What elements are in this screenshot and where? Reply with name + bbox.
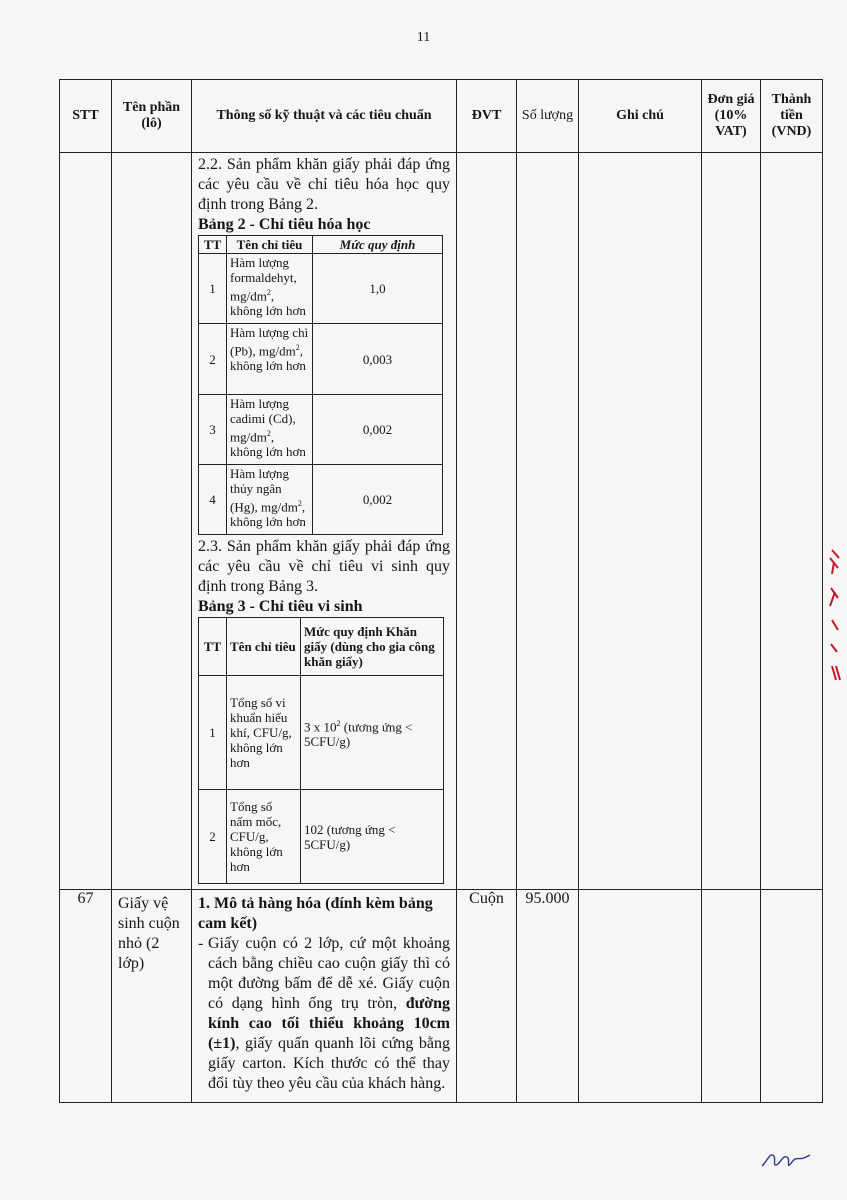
header-don-gia: Đơn giá (10% VAT) [702, 80, 761, 153]
table2-row [199, 324, 443, 395]
table3-tt: 1 [199, 676, 227, 790]
table2-value: 0,002 [313, 465, 443, 535]
header-thong-so: Thông số kỹ thuật và các tiêu chuẩn [192, 80, 457, 153]
table2-row [199, 465, 443, 535]
table2-value: 1,0 [313, 254, 443, 324]
table2-title: Bảng 2 - Chỉ tiêu hóa học [198, 216, 371, 233]
cell-stt: 67 [60, 890, 112, 1103]
table2-name: Hàm lượng cadimi (Cd), $mg/dm^2$, không lớn hơn [227, 395, 313, 465]
page-number: 11 [416, 30, 431, 45]
main-table [59, 79, 823, 1103]
table3-value: 102 (tương ứng < 5CFU/g) [301, 790, 444, 884]
cell-don-gia [702, 153, 761, 890]
table2-tt: 3 [199, 395, 227, 465]
header-dvt: ĐVT [457, 80, 517, 153]
table2-value: 0,002 [313, 395, 443, 465]
cell-ghi-chu [579, 153, 702, 890]
paragraph-2-2: 2.2. Sản phẩm khăn giấy phải đáp ứng các yêu cầu về chỉ tiêu hóa học quy định trong Bảng 2. [198, 156, 450, 213]
cell-thong-so [192, 890, 457, 1103]
header-ten-phan: Tên phần (lô) [112, 80, 192, 153]
table2 [198, 235, 443, 535]
table2-header-value: Mức quy định [313, 236, 443, 254]
table3-tt: 2 [199, 790, 227, 884]
item-name: Giấy vệ sinh cuộn nhỏ (2 lớp) [118, 895, 180, 972]
table2-tt: 2 [199, 324, 227, 395]
cell-so-luong: 95.000 [517, 890, 579, 1103]
table3 [198, 617, 444, 884]
table2-name: Hàm lượng formaldehyt, $mg/dm^2$, không lớn hơn [227, 254, 313, 324]
paragraph-2-3: 2.3. Sản phẩm khăn giấy phải đáp ứng các yêu cầu về chỉ tiêu vi sinh quy định trong Bảng 3. [198, 538, 450, 595]
table2-tt: 1 [199, 254, 227, 324]
cell-thanh-tien [761, 153, 823, 890]
table3-name: Tổng số nấm mốc, CFU/g, không lớn hơn [227, 790, 301, 884]
table2-name: Hàm lượng chì (Pb), $mg/dm^2$, không lớn hơn [227, 324, 313, 395]
table2-header-tt: TT [199, 236, 227, 254]
item-heading: 1. Mô tả hàng hóa (đính kèm bảng cam kết) [198, 895, 433, 932]
table3-header-tt: TT [199, 618, 227, 676]
table3-title: Bảng 3 - Chỉ tiêu vi sinh [198, 598, 363, 615]
item-description: - Giấy cuộn có 2 lớp, cứ một khoảng cách bằng chiều cao cuộn giấy thì có một đường bấm để dễ xé. Giấy cuộn có dạng hình ống trụ tròn, đường kính cao tối thiểu khoảng 10cm (±1), giấy quấn quanh lõi cứng bằng giấy carton. Kích thước có thể thay đổi tùy theo yêu cầu của khách hàng. [198, 935, 450, 1092]
cell-ten-phan [112, 153, 192, 890]
header-row [60, 80, 823, 153]
cell-stt [60, 153, 112, 890]
cell-don-gia [702, 890, 761, 1103]
table3-header-name: Tên chỉ tiêu [227, 618, 301, 676]
table2-name: Hàm lượng thủy ngân (Hg), $mg/dm^2$, không lớn hơn [227, 465, 313, 535]
table3-row [199, 676, 444, 790]
table3-row [199, 790, 444, 884]
table2-value: 0,003 [313, 324, 443, 395]
table2-header-name: Tên chỉ tiêu [227, 236, 313, 254]
table3-header-value: Mức quy định Khăn giấy (dùng cho gia công khăn giấy) [301, 618, 444, 676]
cell-thanh-tien [761, 890, 823, 1103]
table3-value: 3 x $10^2$ (tương ứng < 5CFU/g) [301, 676, 444, 790]
table2-row [199, 254, 443, 324]
header-ghi-chu: Ghi chú [579, 80, 702, 153]
header-thanh-tien: Thành tiền (VND) [761, 80, 823, 153]
table3-name: Tổng số vi khuẩn hiếu khí, CFU/g, không lớn hơn [227, 676, 301, 790]
header-so-luong: Số lượng [517, 80, 579, 153]
cell-ghi-chu [579, 890, 702, 1103]
cell-dvt: Cuộn [457, 890, 517, 1103]
cell-ten-phan [112, 890, 192, 1103]
cell-thong-so [192, 153, 457, 890]
header-stt: STT [60, 80, 112, 153]
stamp-mark [826, 548, 844, 688]
cell-so-luong [517, 153, 579, 890]
list-dash: - [198, 935, 204, 952]
cell-dvt [457, 153, 517, 890]
signature-mark [760, 1146, 812, 1174]
table-row [60, 890, 823, 1103]
table2-row [199, 395, 443, 465]
table-row [60, 153, 823, 890]
table2-tt: 4 [199, 465, 227, 535]
